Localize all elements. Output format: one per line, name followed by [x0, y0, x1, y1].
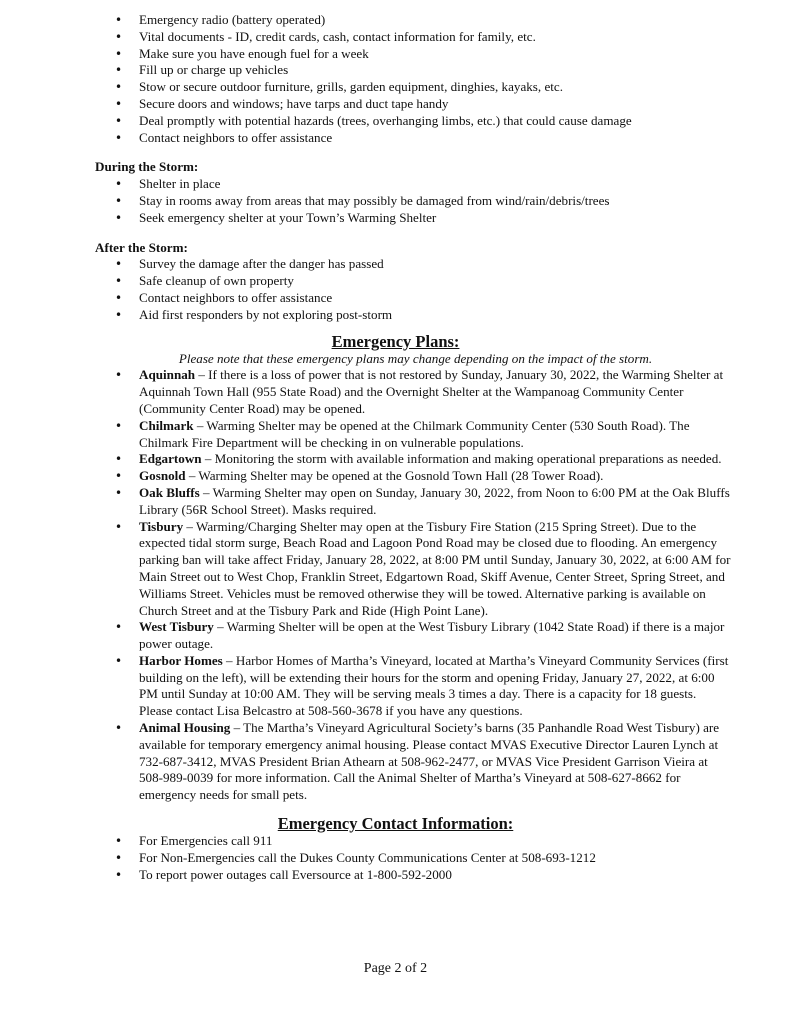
plan-town-name: Tisbury	[139, 518, 184, 534]
plan-item-edgartown	[0, 451, 791, 468]
plan-item-oak-bluffs	[0, 485, 791, 519]
plan-town-name: Aquinnah	[139, 367, 196, 383]
plan-item-west-tisbury	[0, 619, 791, 653]
plan-text: – If there is a loss of power that is not restored by Sunday, January 30, 2022, the Warming Shelter at Aquinnah Town Hall (955 State Road) and the Overnight Shelter at the Wampanoag Community Center (Community Center Road) may be opened.	[139, 367, 724, 416]
list-item: • For Emergencies call 911	[0, 833, 791, 850]
plan-text: – Warming Shelter may open on Sunday, January 30, 2022, from Noon to 6:00 PM at the Oak Bluffs Library (56R School Street). Masks required.	[139, 484, 730, 517]
list-item: • Aid first responders by not exploring post-storm	[0, 307, 791, 324]
plan-text: – Warming Shelter will be open at the West Tisbury Library (1042 State Road) if there is a major power outage.	[139, 619, 725, 652]
emergency-contact-list	[0, 833, 791, 883]
plan-town-name: West Tisbury	[139, 619, 214, 635]
plan-item-tisbury	[0, 519, 791, 620]
list-item: • Deal promptly with potential hazards (trees, overhanging limbs, etc.) that could cause damage	[0, 113, 791, 130]
list-item: • Shelter in place	[0, 176, 791, 193]
plan-town-name: Animal Housing	[139, 720, 231, 736]
list-item: • Contact neighbors to offer assistance	[0, 130, 791, 147]
before-storm-list	[0, 12, 791, 146]
plan-item-aquinnah	[0, 367, 791, 417]
list-item: • Fill up or charge up vehicles	[0, 62, 791, 79]
plan-text: – Monitoring the storm with available information and making operational preparations as needed.	[201, 451, 722, 467]
during-storm-heading: During the Storm:	[95, 159, 199, 175]
list-item: • Stow or secure outdoor furniture, grills, garden equipment, dinghies, kayaks, etc.	[0, 79, 791, 96]
page-number: Page 2 of 2	[363, 961, 428, 976]
list-item: • Make sure you have enough fuel for a week	[0, 46, 791, 63]
list-item: • Survey the damage after the danger has passed	[0, 256, 791, 273]
plan-text: – Warming/Charging Shelter may open at the Tisbury Fire Station (215 Spring Street). Due to the expected tidal storm surge, Beach Road and Lagoon Pond Road may be closed due to flooding. An emergency parking ban will take affect Friday, January 28, 2022, at 8:00 PM until Sunday, January 30, 2022, at 6:00 AM for Main Street out to West Chop, Franklin Street, Edgartown Road, Skiff Avenue, Center Street, Spring Street, and Williams Street. Vehicles must be removed otherwise they will be towed. Alternative parking is available on Church Street and at the Tisbury Park and Ride (High Point Lane).	[139, 518, 731, 618]
plan-item-chilmark	[0, 418, 791, 452]
plan-text: – The Martha’s Vineyard Agricultural Society’s barns (35 Panhandle Road West Tisbury) are available for temporary emergency animal housing. Please contact MVAS Executive Director Lauren Lynch at 732-687-3412, MVAS President Brian Athearn at 508-962-2477, or MVAS Vice President Garrison Vieira at 508-989-0039 for more information. Call the Animal Shelter of Martha’s Vineyard at 508-627-8662 for emergency needs for small pets.	[139, 720, 720, 803]
plan-town-name: Harbor Homes	[139, 652, 223, 668]
plans-note: Please note that these emergency plans may change depending on the impact of the storm.	[178, 350, 653, 366]
list-item: • Contact neighbors to offer assistance	[0, 290, 791, 307]
plan-town-name: Chilmark	[139, 417, 194, 433]
list-item: • To report power outages call Eversource at 1-800-592-2000	[0, 867, 791, 884]
emergency-plans-title: Emergency Plans:	[331, 331, 460, 351]
after-storm-list	[0, 256, 791, 323]
plan-town-name: Gosnold	[139, 468, 186, 484]
plan-town-name: Oak Bluffs	[139, 484, 200, 500]
plan-text: – Harbor Homes of Martha’s Vineyard, located at Martha’s Vineyard Community Services (first building on the left), will be extending their hours for the storm and opening Friday, January 27, 2022, at 6:00 PM until Sunday at 10:00 AM. They will be serving meals 3 times a day. There is a capacity for 18 guests. Please contact Lisa Belcastro at 508-560-3678 if you have any questions.	[139, 652, 729, 719]
emergency-contact-title: Emergency Contact Information:	[277, 814, 514, 834]
plan-town-name: Edgartown	[139, 451, 202, 467]
plan-item-harbor-homes	[0, 653, 791, 720]
after-storm-heading: After the Storm:	[95, 239, 188, 255]
list-item: • Safe cleanup of own property	[0, 273, 791, 290]
list-item: • For Non-Emergencies call the Dukes County Communications Center at 508-693-1212	[0, 850, 791, 867]
list-item: • Vital documents - ID, credit cards, cash, contact information for family, etc.	[0, 29, 791, 46]
list-item: • Emergency radio (battery operated)	[0, 12, 791, 29]
list-item: • Stay in rooms away from areas that may possibly be damaged from wind/rain/debris/trees	[0, 193, 791, 210]
plan-text: – Warming Shelter may be opened at the Gosnold Town Hall (28 Tower Road).	[185, 468, 604, 484]
list-item: • Secure doors and windows; have tarps and duct tape handy	[0, 96, 791, 113]
plan-text: – Warming Shelter may be opened at the Chilmark Community Center (530 South Road). The Chilmark Fire Department will be checking in on vulnerable populations.	[139, 417, 690, 450]
during-storm-list	[0, 176, 791, 226]
list-item: • Seek emergency shelter at your Town’s Warming Shelter	[0, 210, 791, 227]
plan-item-gosnold	[0, 468, 791, 485]
plan-item-animal-housing	[0, 720, 791, 804]
emergency-plans-list	[0, 367, 791, 804]
